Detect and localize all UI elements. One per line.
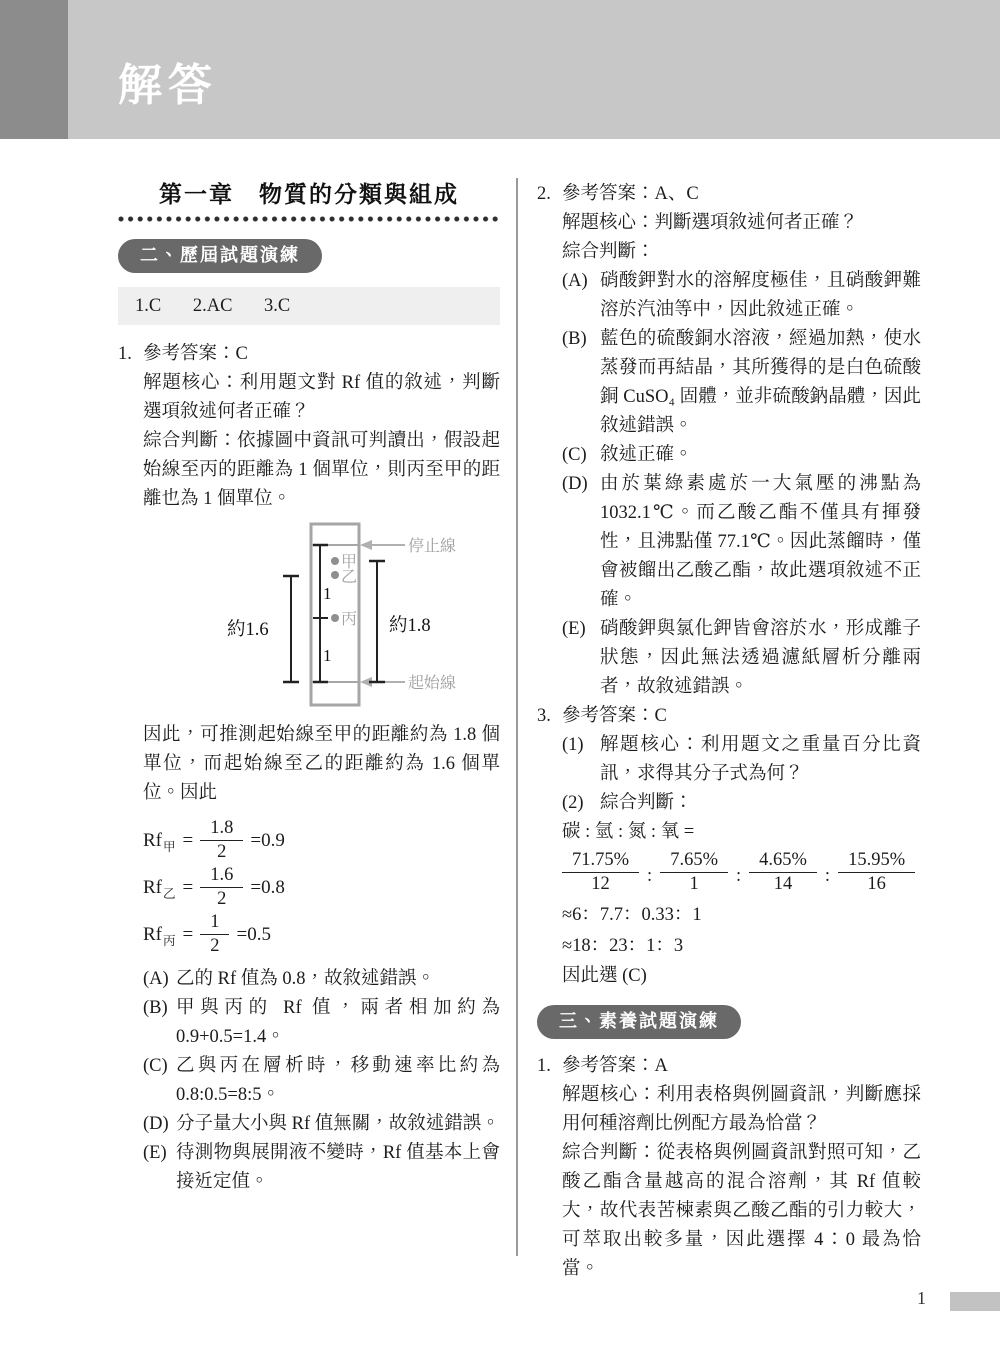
- unit-label: 1: [323, 646, 332, 665]
- answer-summary-box: [118, 287, 500, 325]
- left-column: [118, 180, 500, 1197]
- judgment-line: 綜合判斷：依據圖中資訊可判讀出，假設起始線至丙的距離為 1 個單位，則丙至甲的距離也為 1 個單位。: [143, 431, 500, 509]
- option-label: (C): [562, 445, 587, 465]
- spot-bing: [331, 614, 339, 622]
- answer-line: 參考答案：A: [562, 1056, 668, 1076]
- option-b: [143, 994, 500, 1052]
- section-badge-literacy: 三、素養試題演練: [537, 1005, 741, 1039]
- question-number: 3.: [537, 706, 551, 726]
- question-body: [562, 180, 921, 702]
- option-a: [143, 965, 500, 994]
- option-label: (D): [562, 474, 588, 494]
- numerator: 15.95%: [838, 850, 915, 873]
- question-number: 1.: [537, 1056, 551, 1076]
- option-text: 分子量大小與 Rf 值無關，故敘述錯誤。: [176, 1114, 500, 1134]
- start-line-label: 起始線: [408, 675, 457, 692]
- stop-line-label: 停止線: [408, 538, 457, 555]
- rf-formula-bing: [143, 911, 500, 958]
- judgment-line: 綜合判斷：從表格與例圖資訊對照可知，乙酸乙酯含量越高的混合溶劑，其 Rf 值較大，故代表苦楝素與乙酸乙酯的引力較大，可萃取出較多量，因此選擇 4：0 最為恰當。: [562, 1143, 921, 1279]
- chapter-title: 第一章 物質的分類與組成: [159, 181, 459, 207]
- option-label: (B): [562, 329, 587, 349]
- option-text: 由於葉綠素處於一大氣壓的沸點為 1032.1℃。而乙酸乙酯不僅具有揮發性，且沸點僅 77.1℃。因此蒸餾時，僅會被餾出乙酸乙酯，故此選項敘述不正確。: [600, 474, 921, 610]
- core-line: 解題核心：利用表格與例圖資訊，判斷應採用何種溶劑比例配方最為恰當？: [562, 1085, 921, 1134]
- option-text: 硝酸鉀對水的溶解度極佳，且硝酸鉀難溶於汽油等中，因此敘述正確。: [600, 271, 921, 320]
- question-body: [562, 1052, 921, 1284]
- dotted-divider: [118, 216, 500, 222]
- option-label: (A): [143, 969, 169, 989]
- answer-key: 3.C: [264, 296, 291, 316]
- literacy-question-1: [537, 1052, 921, 1284]
- numerator: 4.65%: [749, 850, 817, 873]
- question-body: [143, 340, 500, 1197]
- rf-formula-yi: [143, 864, 500, 911]
- option-c: [562, 441, 921, 470]
- literacy-badge-row: [537, 1005, 921, 1039]
- conclusion-line: 因此，可推測起始線至甲的距離約為 1.8 個單位，而起始線至乙的距離約為 1.6 個單位。因此: [143, 725, 500, 803]
- numerator: 71.75%: [562, 850, 639, 873]
- fraction-hydrogen: [660, 850, 728, 895]
- sub-item-text: 綜合判斷：: [600, 793, 693, 813]
- option-e: [143, 1139, 500, 1197]
- option-d: [562, 470, 921, 615]
- question-1: [118, 340, 500, 1197]
- ratio-colon: :: [735, 866, 742, 886]
- option-text: 藍色的硫酸銅水溶液，經過加熱，使水蒸發而再結晶，其所獲得的是白色硫酸銅 CuSO₄ 固體，並非硫酸鈉晶體，因此敘述錯誤。: [600, 329, 921, 436]
- page-number: 1: [917, 1288, 926, 1308]
- option-e: [562, 615, 921, 702]
- column-divider: [516, 178, 518, 1256]
- answer-key: 2.AC: [192, 296, 233, 316]
- equals-sign: =: [182, 876, 194, 898]
- question-number: 2.: [537, 184, 551, 204]
- question-3: [537, 702, 921, 991]
- equals-sign: =: [182, 829, 194, 851]
- option-c: [143, 1052, 500, 1110]
- numerator: 1.6: [200, 865, 243, 888]
- left-measure-label: 約1.6: [227, 620, 269, 640]
- stop-line-arrowhead: [360, 540, 372, 550]
- denominator: 2: [217, 889, 227, 909]
- option-label: (C): [143, 1056, 168, 1076]
- answer-line: 參考答案：A、C: [562, 184, 699, 204]
- fraction-oxygen: [838, 850, 915, 895]
- denominator: 16: [867, 874, 886, 894]
- fraction-carbon: [562, 850, 639, 895]
- options-list: [143, 965, 500, 1197]
- ratio-colon: :: [824, 866, 831, 886]
- rf-formula-jia: [143, 817, 500, 864]
- option-label: (D): [143, 1114, 169, 1134]
- spot-jia: [331, 557, 339, 565]
- option-d: [143, 1110, 500, 1139]
- page-title: 解答: [118, 61, 218, 110]
- numerator: 1.8: [200, 818, 243, 841]
- unit-label: 1: [323, 584, 332, 603]
- question-2: [537, 180, 921, 702]
- option-text: 乙與丙在層析時，移動速率比約為 0.8:0.5=8:5。: [176, 1056, 500, 1105]
- denominator: 14: [773, 874, 793, 894]
- section-badge-history: 二、歷屆試題演練: [118, 239, 322, 273]
- sub-item-2: [562, 789, 921, 818]
- option-text: 待測物與展開液不變時，Rf 值基本上會接近定值。: [176, 1143, 500, 1192]
- option-text: 敘述正確。: [600, 445, 693, 465]
- header-banner: [0, 0, 1000, 139]
- denominator: 2: [217, 842, 227, 862]
- fraction-nitrogen: [749, 850, 817, 895]
- header-accent-block: [0, 0, 68, 139]
- ratio-header: 碳 : 氫 : 氮 : 氧 =: [562, 822, 695, 842]
- core-line: 解題核心：利用題文對 Rf 值的敘述，判斷選項敘述何者正確？: [143, 373, 500, 422]
- page-edge-tab: [950, 1292, 1000, 1311]
- spot-yi: [331, 571, 339, 579]
- chromatography-figure: [219, 519, 471, 711]
- options-list: [562, 267, 921, 702]
- formula-result: =0.8: [250, 876, 285, 898]
- sub-item-text: 解題核心：利用題文之重量百分比資訊，求得其分子式為何？: [600, 735, 921, 784]
- approx-line-1: ≈6：7.7：0.33：1: [562, 905, 702, 925]
- option-text: 甲與丙的 Rf 值，兩者相加約為 0.9+0.5=1.4。: [176, 998, 500, 1047]
- sub-item-1: [562, 731, 921, 789]
- option-text: 乙的 Rf 值為 0.8，故敘述錯誤。: [176, 969, 436, 989]
- answer-line: 參考答案：C: [143, 344, 248, 364]
- denominator: 2: [210, 936, 220, 956]
- rf-formulas: [143, 817, 500, 958]
- formula-subscript: 甲: [163, 840, 176, 854]
- option-a: [562, 267, 921, 325]
- sub-item-label: (2): [562, 793, 584, 813]
- question-number: 1.: [118, 344, 132, 364]
- ratio-colon: :: [647, 866, 653, 886]
- option-label: (E): [143, 1143, 167, 1163]
- fraction: [200, 865, 243, 910]
- denominator: 1: [689, 874, 699, 894]
- fraction: [200, 818, 243, 863]
- formula-base: Rf: [143, 923, 162, 945]
- approx-line-2: ≈18：23：1：3: [562, 936, 684, 956]
- formula-subscript: 乙: [163, 887, 176, 901]
- right-measure-label: 約1.8: [389, 616, 431, 636]
- formula-base: Rf: [143, 876, 162, 898]
- answer-key: 1.C: [135, 296, 162, 316]
- option-label: (B): [143, 998, 168, 1018]
- denominator: 12: [591, 874, 610, 894]
- formula-result: =0.9: [250, 829, 285, 851]
- chromatography-diagram: [219, 519, 500, 716]
- option-b: [562, 325, 921, 441]
- spot-label-bing: 丙: [341, 611, 358, 628]
- sub-item-label: (1): [562, 735, 584, 755]
- question-body: [562, 702, 921, 991]
- answer-line: 參考答案：C: [562, 706, 667, 726]
- equals-sign: =: [182, 923, 194, 945]
- option-text: 硝酸鉀與氯化鉀皆會溶於水，形成離子狀態，因此無法透過濾紙層析分離兩者，故敘述錯誤。: [600, 619, 921, 697]
- spot-label-yi: 乙: [341, 569, 358, 586]
- core-line: 解題核心：判斷選項敘述何者正確？: [562, 213, 859, 233]
- formula-result: =0.5: [236, 923, 271, 945]
- conclusion-line: 因此選 (C): [562, 966, 647, 986]
- right-column: [537, 180, 921, 1284]
- numerator: 7.65%: [660, 850, 728, 873]
- numerator: 1: [200, 912, 229, 935]
- judgment-line: 綜合判斷：: [562, 242, 655, 262]
- option-label: (E): [562, 619, 586, 639]
- spot-label-jia: 甲: [341, 554, 358, 571]
- ratio-fractions: [562, 850, 921, 895]
- option-label: (A): [562, 271, 588, 291]
- formula-base: Rf: [143, 829, 162, 851]
- fraction: [200, 912, 229, 957]
- formula-subscript: 丙: [163, 934, 176, 948]
